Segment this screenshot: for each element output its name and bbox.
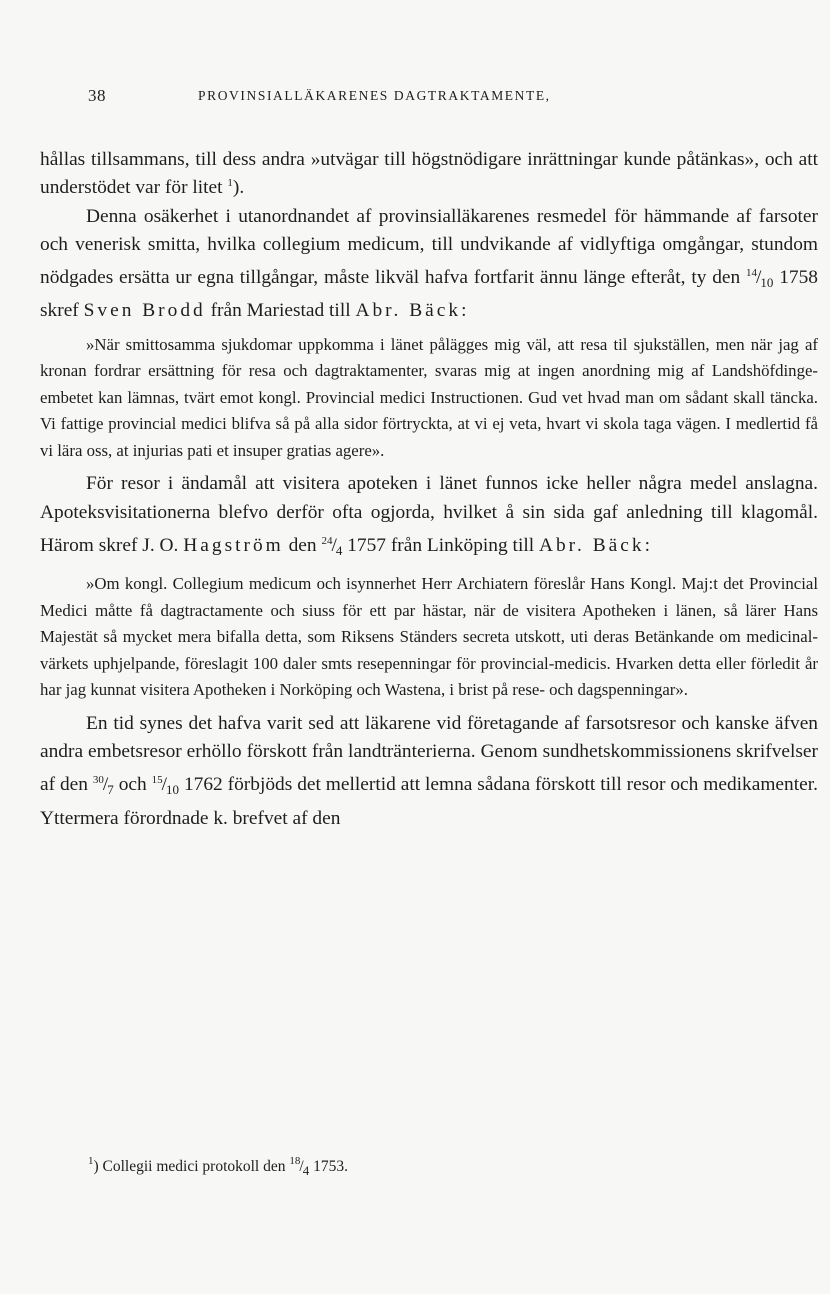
paragraph-3-text-a: För resor i ändamål att visitera apoteken i länet funnos icke heller några medel anslagna. Apoteksvisitationerna blefvo derför ofta ogjorda, hvilket å sin sida gaf anledning till klagomål. Härom skref J. O. [40, 473, 818, 556]
page-header [88, 86, 746, 110]
date-fraction: $^{30}/_7$ [92, 774, 114, 798]
paragraph-4-text-b: och [118, 774, 147, 796]
footnote-text-a: ) Collegii medici protokoll den [93, 1158, 286, 1175]
date-fraction: $^{14}/_{10}$ [746, 267, 774, 291]
quote-2-text: »Om kongl. Collegium medicum och isynnerhet Herr Archiatern föreslår Hans Kongl. Maj:t det Provincial Medici måtte få dagtractamente och siuss för ett par hästar, när de visitera Apotheken i länen, så lärer Hans Majestät så mycket mera bifalla detta, som Riksens Ständers secreta utskott, uti deras Betänkande om medicinal-värkets uphjelpande, föreslagit 100 daler smts resepenningar för provincial-medicis. Hvarken detta eller förledit år har jag kunnat visitera Apotheken i Norköping och Wastena, i brist på rese- och dagspenningar». [40, 574, 818, 700]
date-fraction: $^{15}/_{10}$ [151, 774, 180, 798]
page-number: 38 [88, 86, 106, 105]
paragraph-2-text-a: Denna osäkerhet i utanordnandet af provinsialläkarenes resmedel för hämmande af farsoter och venerisk smitta, hvilka collegium medicum, till undvikande af vidlyftiga omgångar, stundom nödgades ersätta ur egna tillgångar, måste likväl hafva fortfarit ännu länge efteråt, ty den [40, 205, 818, 289]
quote-1-text: »När smittosamma sjukdomar uppkomma i länet pålägges mig väl, att resa til sjukställen, men när jag af kronan fordrar ersättning för resa och dagtraktamenter, svaras mig at ingen anordning mig af Landshöfdinge-embetet kan lämnas, tvärt emot kongl. Provincial medici Instructionen. Gud vet hvad man om sådant skall täncka. Vi fattige provincial medici blifva så på alla sidor förtryckta, at vi ej veta, hvart vi skola taga vägen. I medlertid få vi lära oss, at injurias pati et insuper gratias agere». [40, 334, 818, 460]
paragraph-3-text-b: den [288, 534, 317, 556]
running-head: PROVINSIALLÄKARENES DAGTRAKTAMENTE, [198, 88, 551, 103]
footnote-ref: 1 [227, 177, 233, 190]
footnote-marker: 1 [88, 1155, 94, 1167]
paragraph-2-text-b: 1758 skref [40, 267, 818, 322]
date-fraction: $^{18}/_4$ [289, 1155, 310, 1178]
paragraph-4-text-a: En tid synes det hafva varit sed att läkarene vid företagande af farsotsresor och kanske äfven andra embetsresor erhöllo förskott från landtränterierna. Genom sundhetskommissionens skrifvelser af den [40, 712, 818, 796]
paragraph-4-text-c: 1762 förbjöds det mellertid att lemna sådana förskott till resor och medikamenter. Yttermera förordnade k. brefvet af den [40, 774, 818, 829]
paragraph-2-text-c: från Mariestad till [210, 300, 351, 322]
date-fraction: $^{24}/_4$ [321, 534, 343, 558]
paragraph-3 [40, 470, 818, 565]
paragraph-1 [40, 146, 818, 203]
footnote [40, 1150, 800, 1182]
person-name: Abr. Bäck: [355, 300, 470, 322]
person-name: Sven Brodd [83, 300, 206, 322]
paragraph-1-text: hållas tillsammans, till dess andra »utvägar till högstnödigare inrättningar kunde påtänkas», och att understödet var för litet [40, 149, 818, 199]
block-quote-1 [40, 332, 818, 465]
paragraph-2 [40, 203, 818, 326]
body-text [40, 146, 818, 833]
block-quote-2 [40, 571, 818, 704]
paragraph-1-end: ). [232, 177, 245, 199]
footnote-text-b: 1753. [313, 1158, 348, 1175]
person-name: Abr. Bäck: [538, 534, 653, 556]
paragraph-4 [40, 710, 818, 833]
person-name: Hagström [183, 534, 284, 556]
paragraph-3-text-c: 1757 från Linköping till [347, 534, 535, 556]
